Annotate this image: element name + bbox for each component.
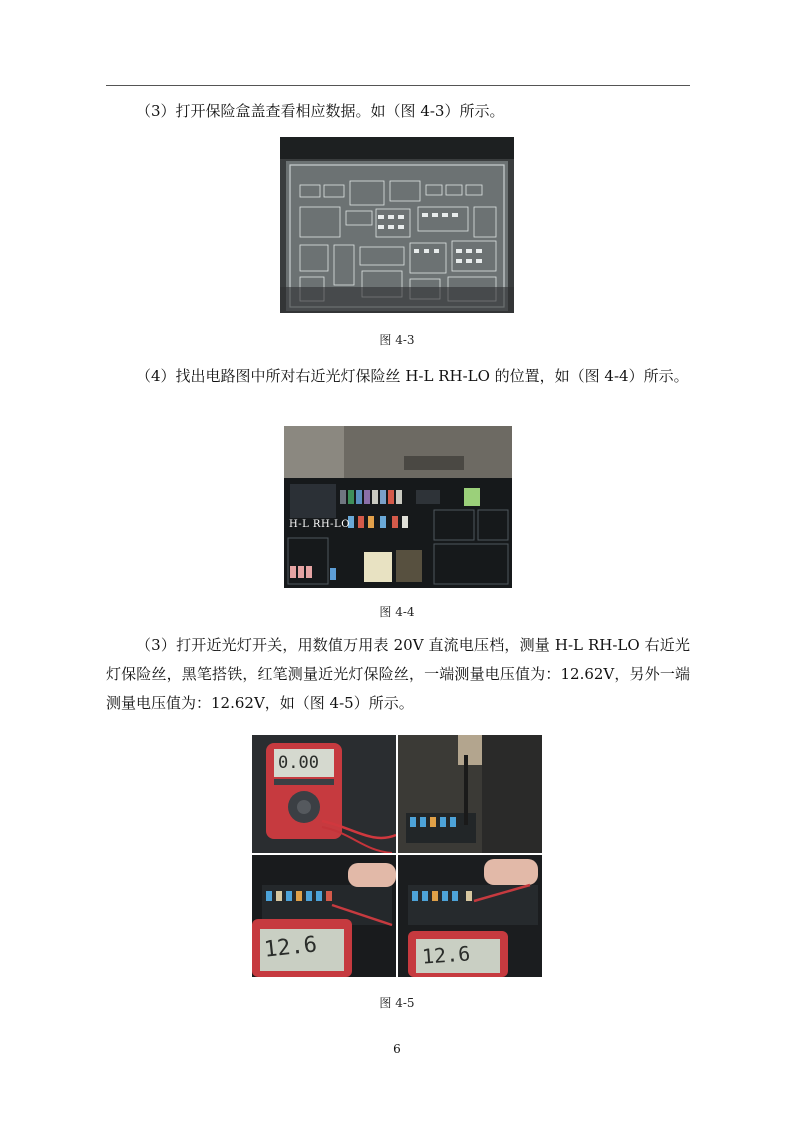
paragraph-step-3-open-fuse-box: （3）打开保险盒盖查看相应数据。如（图 4-3）所示。: [136, 102, 505, 120]
paragraph-step-4-locate-fuse: （4）找出电路图中所对右近光灯保险丝 H-L RH-LO 的位置，如（图 4-4）所示。: [136, 367, 689, 385]
multimeter-top-display: 0.00: [278, 753, 319, 773]
figure-4-4-caption: 图 4-4: [379, 605, 415, 619]
figure-4-3-caption: 图 4-3: [379, 333, 415, 347]
figure-4-3-fuse-box-photo: [280, 137, 514, 313]
paragraph-step-3-measure-voltage: （3）打开近光灯开关，用数值万用表 20V 直流电压档，测量 H-L RH-LO 右近光灯保险丝，黑笔搭铁，红笔测量近光灯保险丝，一端测量电压值为：12.62V，另外一端测量电压值为：12.62V，如（图 4-5）所示。: [106, 636, 690, 712]
figure-4-5-multimeter-collage: [252, 735, 542, 977]
figure-4-5-caption: 图 4-5: [379, 996, 415, 1010]
page-number: 6: [393, 1042, 401, 1056]
multimeter-bottom-left-display: 12.6: [262, 932, 319, 963]
figure-4-4-fuse-location-photo: [284, 426, 512, 588]
fuse-overlay-label: H-L RH-LO: [289, 519, 350, 530]
header-rule: [106, 85, 690, 86]
multimeter-bottom-right-display: 12.6: [421, 941, 471, 969]
